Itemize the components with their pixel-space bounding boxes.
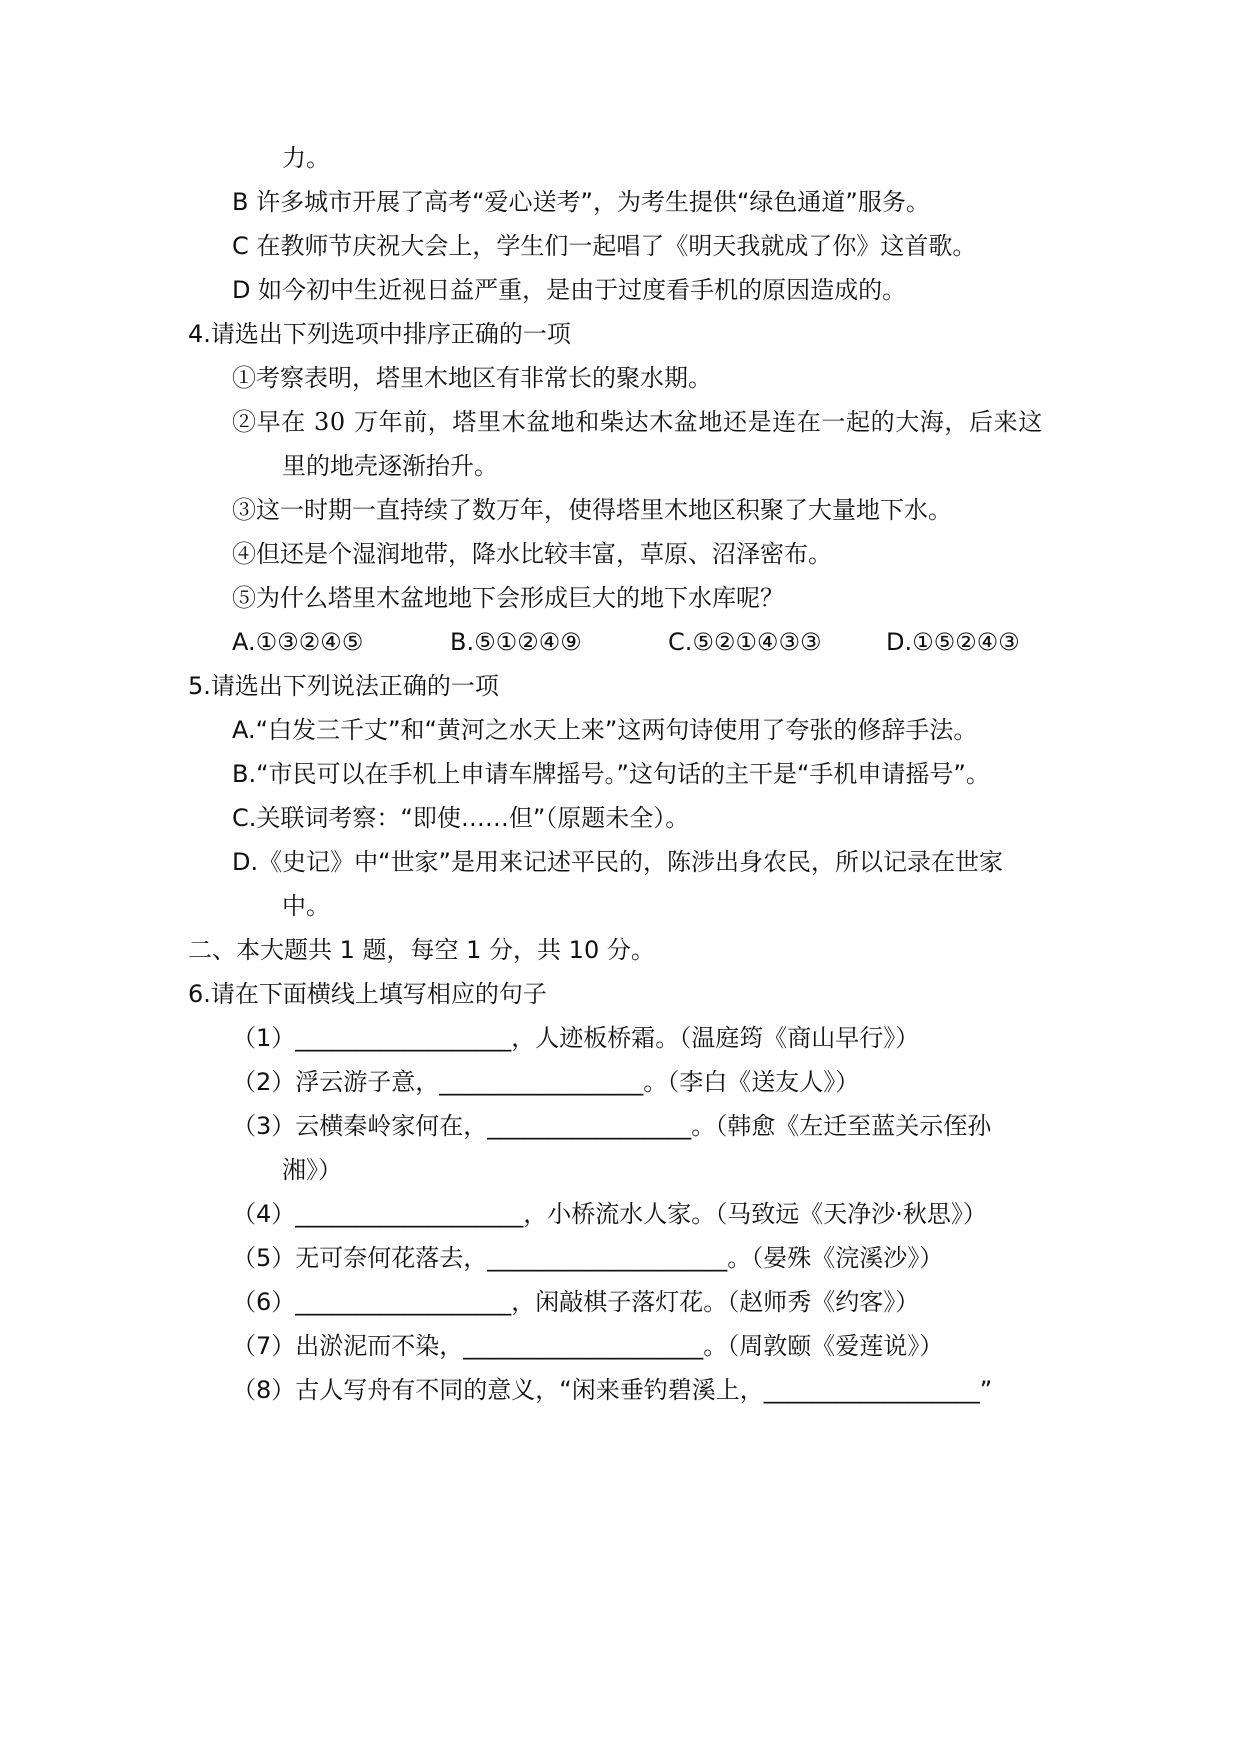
q4-choice-a: A.①③②④⑤ <box>232 628 364 656</box>
q5-option-b: B.“市民可以在手机上申请车牌摇号。”这句话的主干是“手机申请摇号”。 <box>232 760 990 788</box>
q5-title: 5.请选出下列说法正确的一项 <box>188 672 499 700</box>
q6-blank-1: （1）__________________，人迹板桥霜。（温庭筠《商山早行》） <box>232 1024 920 1052</box>
q4-item-1: ①考察表明，塔里木地区有非常长的聚水期。 <box>232 364 712 392</box>
q4-title: 4.请选出下列选项中排序正确的一项 <box>188 320 571 348</box>
q4-item-2: ②早在 30 万年前，塔里木盆地和柴达木盆地还是连在一起的大海，后来这 <box>232 408 1043 436</box>
q3-option-d: D 如今初中生近视日益严重，是由于过度看手机的原因造成的。 <box>232 276 907 304</box>
q4-item-2-cont: 里的地壳逐渐抬升。 <box>282 452 498 480</box>
q6-blank-7: （7）出淤泥而不染，____________________。（周敦颐《爱莲说》） <box>232 1332 944 1360</box>
q6-blank-2: （2）浮云游子意，_________________。（李白《送友人》） <box>232 1068 860 1096</box>
q5-option-a: A.“白发三千丈”和“黄河之水天上来”这两句诗使用了夸张的修辞手法。 <box>232 716 978 744</box>
q5-option-d: D.《史记》中“世家”是用来记述平民的，陈涉出身农民，所以记录在世家 <box>232 848 1003 876</box>
q6-blank-6: （6）__________________，闲敲棋子落灯花。（赵师秀《约客》） <box>232 1288 920 1316</box>
q5-option-c: C.关联词考察：“即使……但”（原题未全）。 <box>232 804 690 832</box>
q6-blank-4: （4）___________________，小桥流水人家。（马致远《天净沙·秋思》） <box>232 1200 987 1228</box>
q4-item-3: ③这一时期一直持续了数万年，使得塔里木地区积聚了大量地下水。 <box>232 496 952 524</box>
q6-title: 6.请在下面横线上填写相应的句子 <box>188 980 547 1008</box>
q6-blank-3-cont: 湘》） <box>282 1156 342 1184</box>
q4-choice-b: B.⑤①②④⑨ <box>450 628 582 656</box>
section-2-heading: 二、本大题共 1 题，每空 1 分，共 10 分。 <box>188 936 655 964</box>
q6-blank-8: （8）古人写舟有不同的意义，“闲来垂钓碧溪上，__________________” <box>232 1376 993 1404</box>
q4-choice-c: C.⑤②①④③③ <box>668 628 822 656</box>
q6-blank-3: （3）云横秦岭家何在，_________________。（韩愈《左迁至蓝关示侄孙 <box>232 1112 992 1140</box>
q4-item-5: ⑤为什么塔里木盆地地下会形成巨大的地下水库呢？ <box>232 584 784 612</box>
q4-choice-d: D.①⑤②④③ <box>886 628 1020 656</box>
q3-option-c: C 在教师节庆祝大会上，学生们一起唱了《明天我就成了你》这首歌。 <box>232 232 977 260</box>
q6-blank-5: （5）无可奈何花落去，____________________。（晏殊《浣溪沙》） <box>232 1244 944 1272</box>
q5-option-d-tail: 中。 <box>282 892 330 920</box>
q4-item-4: ④但还是个湿润地带，降水比较丰富，草原、沼泽密布。 <box>232 540 832 568</box>
q3-option-b: B 许多城市开展了高考“爱心送考”，为考生提供“绿色通道”服务。 <box>232 188 930 216</box>
q3-option-a-tail: 力。 <box>282 144 330 172</box>
